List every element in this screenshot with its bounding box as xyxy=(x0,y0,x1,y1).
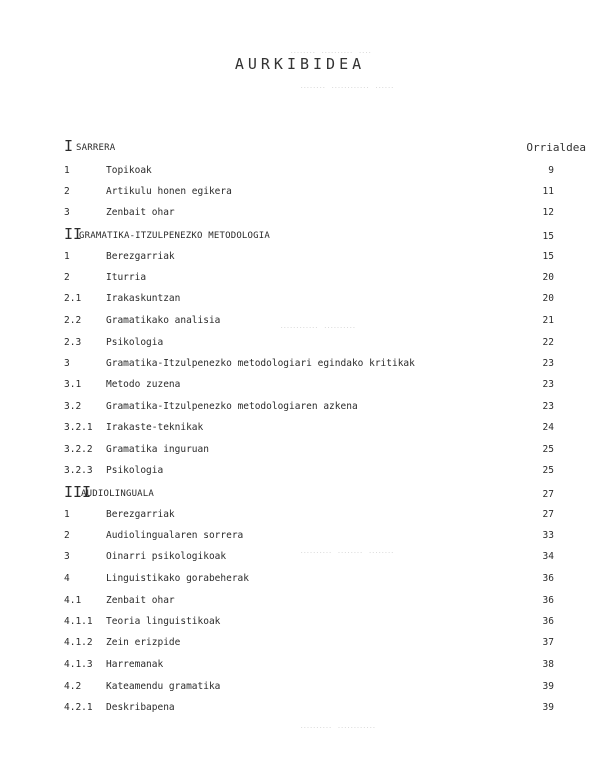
toc-number: 3 xyxy=(64,358,70,369)
toc-page-number: 12 xyxy=(542,207,554,218)
toc-number: 4.2 xyxy=(64,681,82,692)
bleed-through-text: ‥‥‥‥‥ ‥‥‥‥‥‥ xyxy=(280,320,356,331)
toc-page-number: 23 xyxy=(542,401,554,412)
toc-title: Gramatikako analisia xyxy=(106,315,221,326)
toc-row xyxy=(64,251,554,271)
toc-row xyxy=(64,337,554,357)
toc-title: AUDIOLINGUALA xyxy=(81,489,155,499)
toc-page-number: 37 xyxy=(542,637,554,648)
toc-page-number: 21 xyxy=(542,315,554,326)
toc-number: 2.2 xyxy=(64,315,82,326)
toc-row xyxy=(64,465,554,485)
toc-number: I xyxy=(64,137,74,155)
toc-page-number: 11 xyxy=(542,186,554,197)
toc-heading: AURKIBIDEA xyxy=(234,55,366,73)
toc-row xyxy=(64,681,554,701)
bleed-through-text: ‥‥‥ ‥‥‥‥‥‥ ‥‥‥‥ xyxy=(300,80,394,91)
toc-title: Berezgarriak xyxy=(106,251,175,262)
toc-number: 2 xyxy=(64,272,70,283)
toc-row xyxy=(64,659,554,679)
toc-row xyxy=(64,616,554,636)
toc-page-number: 36 xyxy=(542,595,554,606)
toc-page-number: 23 xyxy=(542,358,554,369)
toc-number: 4.1.1 xyxy=(64,616,93,627)
toc-page-number: 15 xyxy=(542,251,554,262)
toc-number: III xyxy=(64,483,92,501)
toc-page-number: 20 xyxy=(542,272,554,283)
toc-number: 4.1.2 xyxy=(64,637,93,648)
toc-number: 3.1 xyxy=(64,379,82,390)
toc-number: 2.1 xyxy=(64,293,82,304)
bleed-through-text: ‥‥ ‥‥‥‥‥ ‥‥‥‥ xyxy=(290,45,372,56)
toc-section-row xyxy=(64,225,554,251)
toc-row xyxy=(64,186,554,206)
toc-number: II xyxy=(64,225,83,243)
toc-page-number: 39 xyxy=(542,681,554,692)
toc-title: Artikulu honen egikera xyxy=(106,186,232,197)
toc-page-number: 36 xyxy=(542,573,554,584)
toc-row xyxy=(64,293,554,313)
toc-page-number: 22 xyxy=(542,337,554,348)
toc-page-number: 9 xyxy=(548,165,554,176)
toc-row xyxy=(64,315,554,335)
toc-page-number: 24 xyxy=(542,422,554,433)
toc-title: Linguistikako gorabeherak xyxy=(106,573,249,584)
toc-number: 1 xyxy=(64,251,70,262)
toc-row xyxy=(64,551,554,571)
toc-row xyxy=(64,422,554,442)
toc-title: Harremanak xyxy=(106,659,164,670)
toc-title: Berezgarriak xyxy=(106,509,175,520)
toc-row xyxy=(64,444,554,464)
toc-page-number: 27 xyxy=(542,489,554,500)
toc-number: 2 xyxy=(64,530,70,541)
toc-section-row xyxy=(64,483,554,509)
toc-number: 3.2.1 xyxy=(64,422,93,433)
toc-page-number: 36 xyxy=(542,616,554,627)
toc-row xyxy=(64,401,554,421)
toc-number: 3.2.2 xyxy=(64,444,93,455)
toc-row xyxy=(64,207,554,227)
toc-number: 1 xyxy=(64,509,70,520)
toc-title: Kateamendu gramatika xyxy=(106,681,221,692)
toc-title: Psikologia xyxy=(106,337,164,348)
toc-number: 2 xyxy=(64,186,70,197)
toc-title: Metodo zuzena xyxy=(106,379,181,390)
toc-title: Gramatika inguruan xyxy=(106,444,209,455)
toc-number: 3.2 xyxy=(64,401,82,412)
toc-row xyxy=(64,595,554,615)
toc-page-number: 38 xyxy=(542,659,554,670)
page-column-label: Orrialdea xyxy=(526,141,586,154)
toc-row xyxy=(64,702,554,722)
toc-title: GRAMATIKA-ITZULPENEZKO METODOLOGIA xyxy=(79,231,271,241)
toc-page-number: 34 xyxy=(542,551,554,562)
toc-number: 4.2.1 xyxy=(64,702,93,713)
toc-row xyxy=(64,379,554,399)
toc-number: 3.2.3 xyxy=(64,465,93,476)
toc-section-row xyxy=(64,137,554,163)
toc-row xyxy=(64,165,554,185)
toc-title: Gramatika-Itzulpenezko metodologiari egindako kritikak xyxy=(106,358,415,369)
toc-title: Iturria xyxy=(106,272,147,283)
toc-number: 4.1.3 xyxy=(64,659,93,670)
toc-page-number: 25 xyxy=(542,444,554,455)
toc-title: Gramatika-Itzulpenezko metodologiaren azkena xyxy=(106,401,358,412)
toc-number: 3 xyxy=(64,551,70,562)
toc-title: Zein erizpide xyxy=(106,637,181,648)
toc-title: Oinarri psikologikoak xyxy=(106,551,227,562)
toc-page-number: 20 xyxy=(542,293,554,304)
toc-row xyxy=(64,530,554,550)
toc-row xyxy=(64,272,554,292)
toc-title: Deskribapena xyxy=(106,702,175,713)
toc-number: 2.3 xyxy=(64,337,82,348)
toc-page-number: 39 xyxy=(542,702,554,713)
toc-page-number: 15 xyxy=(542,231,554,242)
toc-title: SARRERA xyxy=(76,143,116,153)
toc-row xyxy=(64,509,554,529)
toc-title: Teoria linguistikoak xyxy=(106,616,221,627)
toc-number: 4.1 xyxy=(64,595,82,606)
toc-number: 4 xyxy=(64,573,70,584)
toc-page-number: 23 xyxy=(542,379,554,390)
toc-title: Zenbait ohar xyxy=(106,207,175,218)
toc-title: Topikoak xyxy=(106,165,152,176)
toc-row xyxy=(64,358,554,378)
toc-title: Audiolingualaren sorrera xyxy=(106,530,244,541)
toc-number: 3 xyxy=(64,207,70,218)
toc-title: Irakaskuntzan xyxy=(106,293,181,304)
toc-page-number: 33 xyxy=(542,530,554,541)
bleed-through-text: ‥‥‥‥‥‥ ‥‥‥‥‥ xyxy=(300,720,376,731)
toc-title: Zenbait ohar xyxy=(106,595,175,606)
bleed-through-text: ‥‥‥‥ ‥‥‥‥ ‥‥‥‥‥ xyxy=(300,545,394,556)
toc-row xyxy=(64,637,554,657)
toc-page-number: 25 xyxy=(542,465,554,476)
toc-row xyxy=(64,573,554,593)
toc-title: Psikologia xyxy=(106,465,164,476)
toc-number: 1 xyxy=(64,165,70,176)
toc-title: Irakaste-teknikak xyxy=(106,422,204,433)
toc-page-number: 27 xyxy=(542,509,554,520)
